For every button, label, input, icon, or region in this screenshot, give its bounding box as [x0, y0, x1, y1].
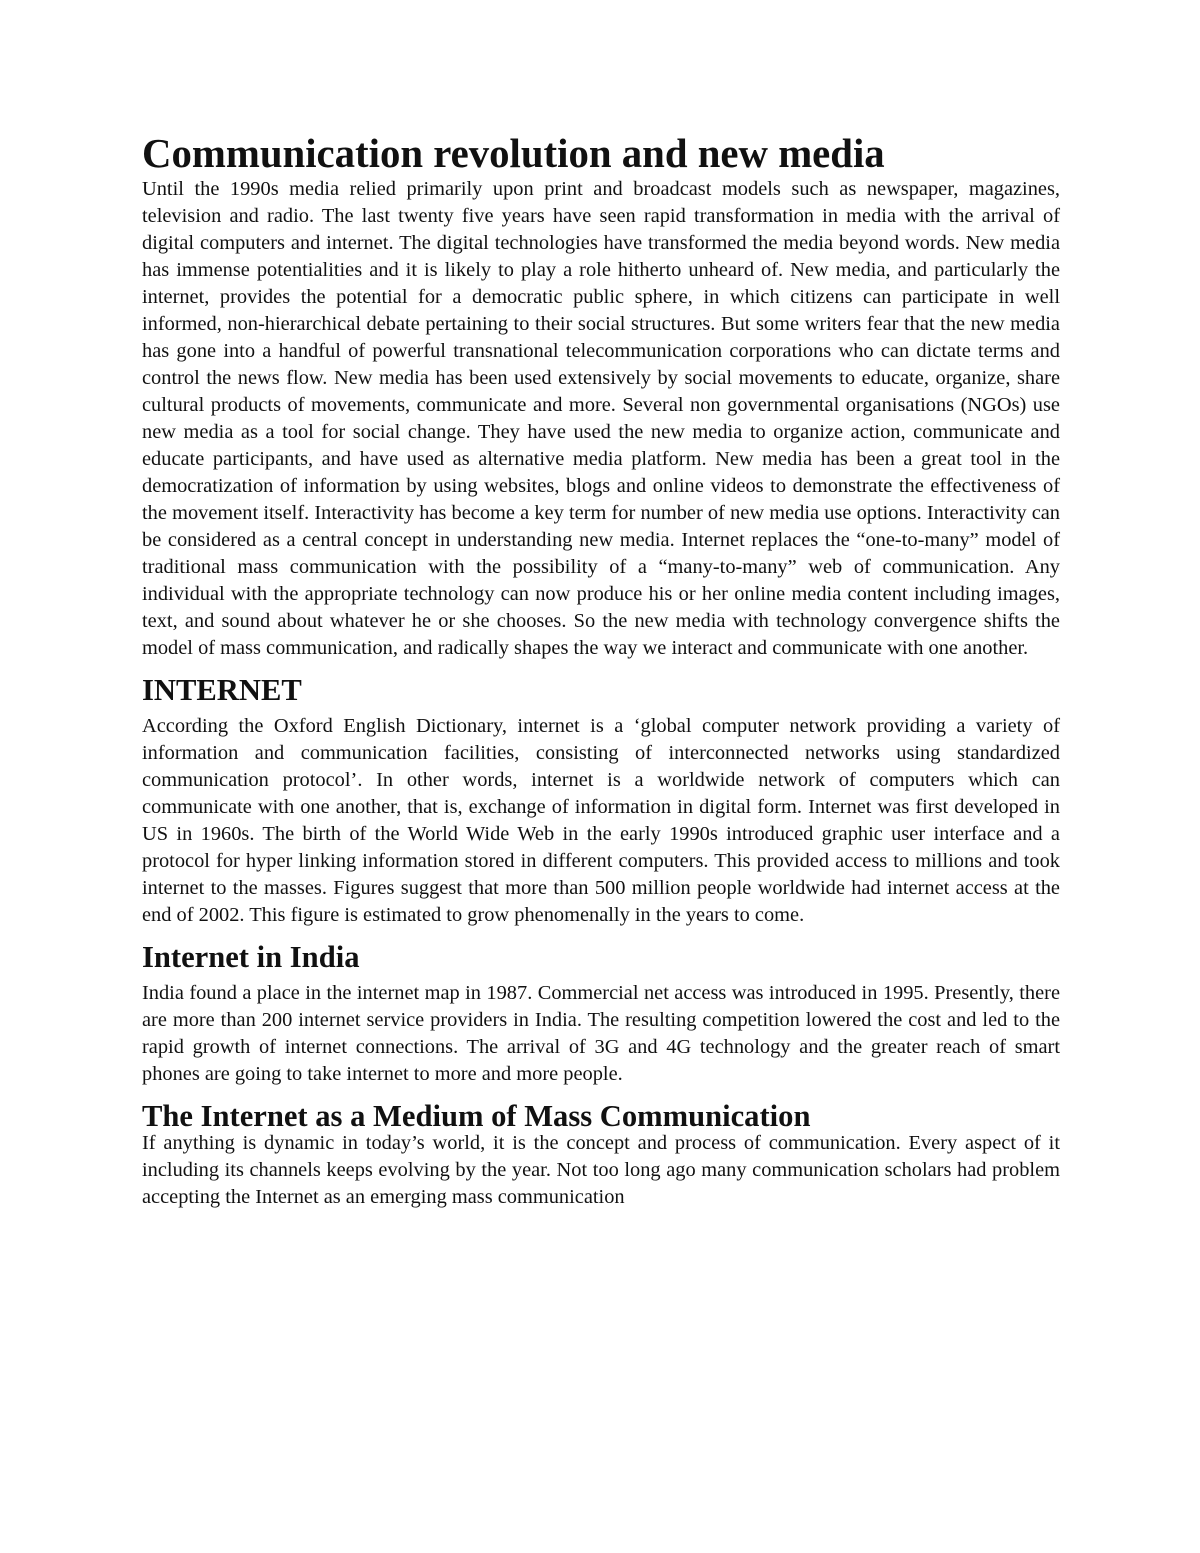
document-page — [142, 131, 1060, 1211]
section-heading-internet-mass-communication: The Internet as a Medium of Mass Communication — [142, 1099, 811, 1133]
section-paragraph-internet: According the Oxford English Dictionary, internet is a ‘global computer network providing a variety of information and communication facilities, consisting of interconnected networks using standardized communication protocol’. In other words, internet is a worldwide network of computers which can communicate with one another, that is, exchange of information in digital form. Internet was first developed in US in 1960s. The birth of the World Wide Web in the early 1990s introduced graphic user interface and a protocol for hyper linking information stored in different computers. This provided access to millions and took internet to the masses. Figures suggest that more than 500 million people worldwide had internet access at the end of 2002. This figure is estimated to grow phenomenally in the years to come. — [142, 715, 1060, 926]
section-heading-internet-in-india: Internet in India — [142, 940, 360, 974]
section-paragraph-internet-in-india: India found a place in the internet map in 1987. Commercial net access was introduced in 1995. Presently, there are more than 200 internet service providers in India. The resulting competition lowered the cost and led to the rapid growth of internet connections. The arrival of 3G and 4G technology and the greater reach of smart phones are going to take internet to more and more people. — [142, 982, 1060, 1085]
section-heading-communication-revolution: Communication revolution and new media — [142, 131, 885, 176]
section-paragraph-internet-mass-communication: If anything is dynamic in today’s world, it is the concept and process of communication. Every aspect of it including its channels keeps evolving by the year. Not too long ago many communication scholars had problem accepting the Internet as an emerging mass communication — [142, 1132, 1060, 1208]
section-heading-internet: INTERNET — [142, 673, 302, 707]
section-paragraph-communication-revolution: Until the 1990s media relied primarily upon print and broadcast models such as newspaper, magazines, television and radio. The last twenty five years have seen rapid transformation in media with the arrival of digital computers and internet. The digital technologies have transformed the media beyond words. New media has immense potentialities and it is likely to play a role hitherto unheard of. New media, and particularly the internet, provides the potential for a democratic public sphere, in which citizens can participate in well informed, non-hierarchical debate pertaining to their social structures. But some writers fear that the new media has gone into a handful of powerful transnational telecommunication corporations who can dictate terms and control the news flow. New media has been used extensively by social movements to educate, organize, share cultural products of movements, communicate and more. Several non governmental organisations (NGOs) use new media as a tool for social change. They have used the new media to organize action, communicate and educate participants, and have used as alternative media platform. New media has been a great tool in the democratization of information by using websites, blogs and online videos to demonstrate the effectiveness of the movement itself. Interactivity has become a key term for number of new media use options. Interactivity can be considered as a central concept in understanding new media. Internet replaces the “one-to-many” model of traditional mass communication with the possibility of a “many-to-many” web of communication. Any individual with the appropriate technology can now produce his or her online media content including images, text, and sound about whatever he or she chooses. So the new media with technology convergence shifts the model of mass communication, and radically shapes the way we interact and communicate with one another. — [142, 178, 1060, 659]
